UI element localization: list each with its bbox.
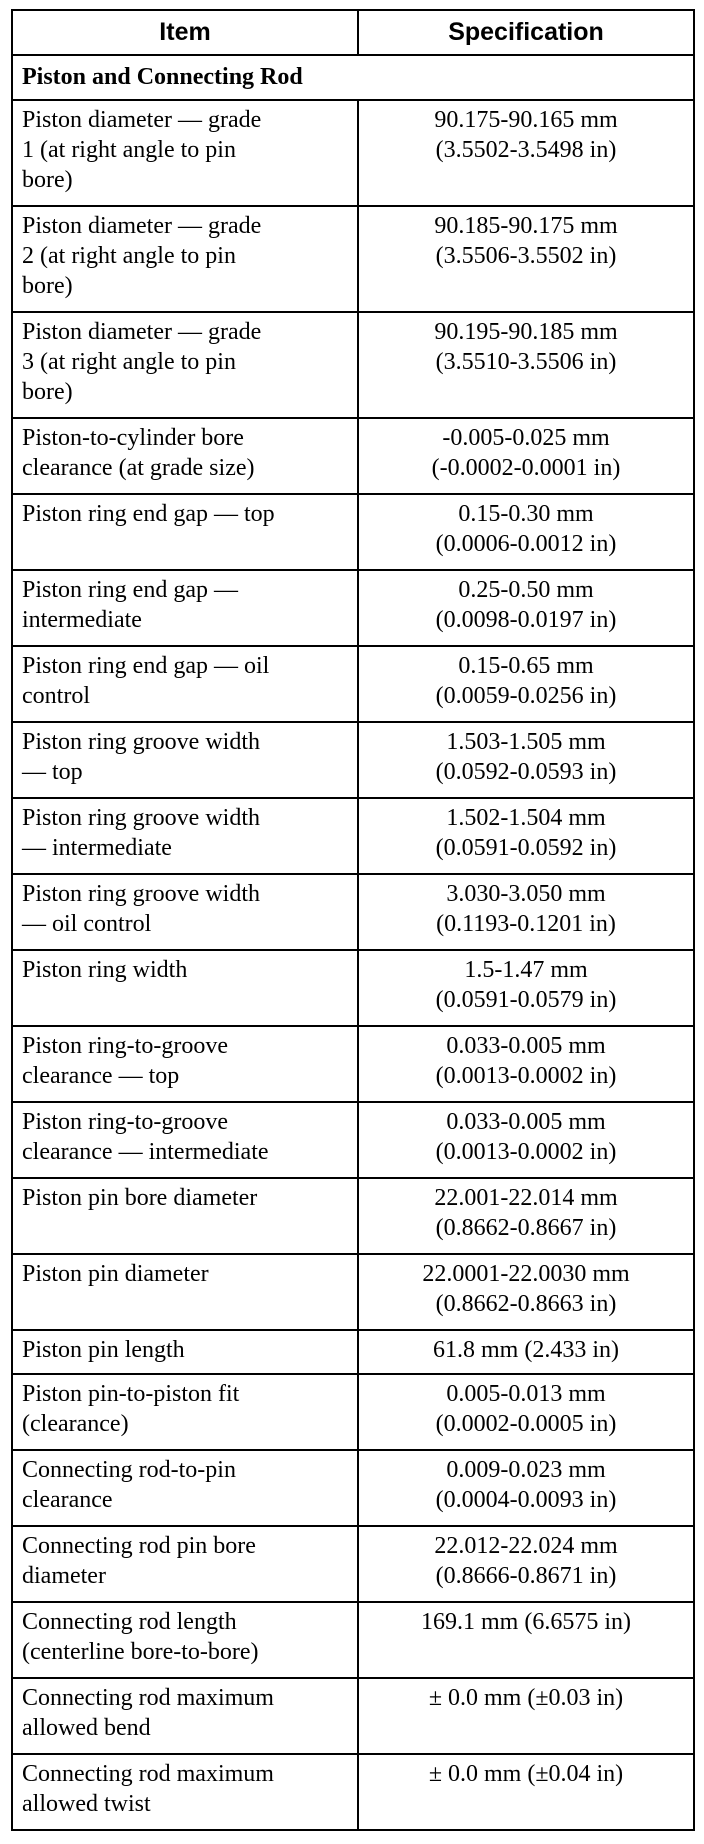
- specification-cell: [358, 1254, 694, 1330]
- specification-table: [11, 9, 695, 1831]
- item-text: clearance: [22, 1487, 113, 1513]
- table-row: [12, 1374, 694, 1450]
- item-text: diameter: [22, 1563, 106, 1589]
- item-text: Piston pin bore diameter: [22, 1185, 258, 1211]
- specification-cell: [358, 646, 694, 722]
- table-row: [12, 1450, 694, 1526]
- item-cell: [12, 950, 358, 1026]
- table-row: [12, 570, 694, 646]
- specification-text: 22.0001-22.0030 mm: [422, 1261, 630, 1287]
- item-cell: [12, 1754, 358, 1830]
- specification-cell: [358, 1602, 694, 1678]
- specification-text: (0.0592-0.0593 in): [435, 759, 617, 785]
- specification-cell: [358, 1330, 694, 1374]
- item-text: (clearance): [22, 1411, 129, 1437]
- specification-text: 22.001-22.014 mm: [434, 1185, 618, 1211]
- table-row: [12, 1602, 694, 1678]
- specification-text: (0.0004-0.0093 in): [435, 1487, 617, 1513]
- specification-text: (0.0591-0.0592 in): [435, 835, 617, 861]
- specification-text: 1.5-1.47 mm: [464, 957, 588, 983]
- specification-text: 90.195-90.185 mm: [434, 319, 618, 345]
- item-text: control: [22, 683, 90, 709]
- item-cell: [12, 1526, 358, 1602]
- table-row: [12, 418, 694, 494]
- item-cell: [12, 494, 358, 570]
- item-cell: [12, 1102, 358, 1178]
- item-cell: [12, 874, 358, 950]
- item-cell: [12, 1374, 358, 1450]
- table-row: [12, 1178, 694, 1254]
- specification-cell: [358, 950, 694, 1026]
- specification-text: 0.033-0.005 mm: [446, 1109, 606, 1135]
- item-cell: [12, 1026, 358, 1102]
- specification-text: (0.0591-0.0579 in): [435, 987, 617, 1013]
- table-header-row: [12, 10, 694, 55]
- item-text: Piston-to-cylinder bore: [22, 425, 244, 451]
- item-cell: [12, 100, 358, 206]
- item-cell: [12, 1330, 358, 1374]
- specification-text: 1.503-1.505 mm: [446, 729, 606, 755]
- item-text: Piston pin length: [22, 1337, 185, 1363]
- specification-text: (0.0002-0.0005 in): [435, 1411, 617, 1437]
- table-row: [12, 312, 694, 418]
- item-text: allowed twist: [22, 1791, 151, 1817]
- specification-cell: [358, 1026, 694, 1102]
- specification-cell: [358, 1678, 694, 1754]
- item-cell: [12, 312, 358, 418]
- item-text: — top: [22, 759, 83, 785]
- specification-text: 0.15-0.30 mm: [458, 501, 594, 527]
- item-cell: [12, 206, 358, 312]
- table-row: [12, 494, 694, 570]
- specification-text: (0.0013-0.0002 in): [435, 1139, 617, 1165]
- item-text: Piston ring end gap — top: [22, 501, 275, 527]
- item-text: 3 (at right angle to pin: [22, 349, 236, 375]
- specification-text: (0.0006-0.0012 in): [435, 531, 617, 557]
- specification-text: (0.1193-0.1201 in): [436, 911, 616, 937]
- table-row: [12, 646, 694, 722]
- section-row: [12, 55, 694, 100]
- section-title: Piston and Connecting Rod: [12, 55, 694, 100]
- item-text: bore): [22, 273, 73, 299]
- item-text: Piston diameter — grade: [22, 213, 262, 239]
- item-text: intermediate: [22, 607, 142, 633]
- specification-cell: [358, 798, 694, 874]
- specification-text: 61.8 mm (2.433 in): [433, 1337, 619, 1363]
- item-text: bore): [22, 167, 73, 193]
- specification-cell: [358, 100, 694, 206]
- specification-text: ± 0.0 mm (±0.04 in): [428, 1761, 624, 1787]
- item-text: Connecting rod pin bore: [22, 1533, 256, 1559]
- item-text: Piston ring-to-groove: [22, 1109, 228, 1135]
- item-text: Piston ring groove width: [22, 805, 260, 831]
- specification-text: 22.012-22.024 mm: [434, 1533, 618, 1559]
- item-text: Piston ring groove width: [22, 881, 260, 907]
- item-text: bore): [22, 379, 73, 405]
- table-row: [12, 1102, 694, 1178]
- specification-cell: [358, 874, 694, 950]
- specification-cell: [358, 1102, 694, 1178]
- specification-column-header: Specification: [358, 10, 694, 55]
- item-text: Piston pin diameter: [22, 1261, 209, 1287]
- specification-text: (3.5506-3.5502 in): [435, 243, 617, 269]
- item-cell: [12, 570, 358, 646]
- item-text: — oil control: [22, 911, 152, 937]
- item-text: clearance — top: [22, 1063, 180, 1089]
- specification-text: 90.185-90.175 mm: [434, 213, 618, 239]
- table-row: [12, 1330, 694, 1374]
- item-text: 2 (at right angle to pin: [22, 243, 236, 269]
- item-cell: [12, 798, 358, 874]
- table-row: [12, 1754, 694, 1830]
- item-text: Connecting rod length: [22, 1609, 237, 1635]
- item-text: Piston pin-to-piston fit: [22, 1381, 240, 1407]
- specification-text: 0.15-0.65 mm: [458, 653, 594, 679]
- table-row: [12, 1254, 694, 1330]
- specification-cell: [358, 206, 694, 312]
- item-text: Piston diameter — grade: [22, 319, 262, 345]
- item-column-header: Item: [12, 10, 358, 55]
- specification-text: 0.033-0.005 mm: [446, 1033, 606, 1059]
- specification-text: 169.1 mm (6.6575 in): [421, 1609, 631, 1635]
- specification-cell: [358, 312, 694, 418]
- specification-text: (3.5502-3.5498 in): [435, 137, 617, 163]
- item-text: Piston ring end gap —: [22, 577, 238, 603]
- table-row: [12, 1526, 694, 1602]
- table-row: [12, 100, 694, 206]
- specification-cell: [358, 1374, 694, 1450]
- specification-cell: [358, 570, 694, 646]
- specification-text: (0.8662-0.8663 in): [435, 1291, 617, 1317]
- table-row: [12, 722, 694, 798]
- item-text: 1 (at right angle to pin: [22, 137, 236, 163]
- table-row: [12, 1026, 694, 1102]
- specification-cell: [358, 1178, 694, 1254]
- specification-text: (0.0059-0.0256 in): [435, 683, 617, 709]
- table-row: [12, 874, 694, 950]
- item-text: Piston ring end gap — oil: [22, 653, 270, 679]
- item-cell: [12, 1254, 358, 1330]
- item-cell: [12, 1450, 358, 1526]
- specification-text: (-0.0002-0.0001 in): [431, 455, 621, 481]
- specification-text: (0.8662-0.8667 in): [435, 1215, 617, 1241]
- item-text: allowed bend: [22, 1715, 151, 1741]
- table-row: [12, 1678, 694, 1754]
- specification-cell: [358, 494, 694, 570]
- table-row: [12, 206, 694, 312]
- specification-cell: [358, 1526, 694, 1602]
- specification-text: 0.005-0.013 mm: [446, 1381, 606, 1407]
- specification-cell: [358, 1450, 694, 1526]
- specification-text: (0.0098-0.0197 in): [435, 607, 617, 633]
- specification-cell: [358, 418, 694, 494]
- item-text: Piston diameter — grade: [22, 107, 262, 133]
- item-cell: [12, 1602, 358, 1678]
- table-row: [12, 950, 694, 1026]
- item-text: Piston ring groove width: [22, 729, 260, 755]
- item-text: clearance (at grade size): [22, 455, 255, 481]
- specification-text: 0.009-0.023 mm: [446, 1457, 606, 1483]
- specification-text: 90.175-90.165 mm: [434, 107, 618, 133]
- specification-text: 1.502-1.504 mm: [446, 805, 606, 831]
- specification-cell: [358, 722, 694, 798]
- specification-text: -0.005-0.025 mm: [442, 425, 610, 451]
- item-text: Connecting rod maximum: [22, 1761, 274, 1787]
- item-text: Connecting rod-to-pin: [22, 1457, 236, 1483]
- item-cell: [12, 1678, 358, 1754]
- specification-cell: [358, 1754, 694, 1830]
- specification-text: ± 0.0 mm (±0.03 in): [428, 1685, 624, 1711]
- item-text: Piston ring-to-groove: [22, 1033, 228, 1059]
- specification-text: 3.030-3.050 mm: [446, 881, 606, 907]
- item-cell: [12, 418, 358, 494]
- table-row: [12, 798, 694, 874]
- item-text: Piston ring width: [22, 957, 188, 983]
- item-cell: [12, 1178, 358, 1254]
- item-text: clearance — intermediate: [22, 1139, 269, 1165]
- specification-text: 0.25-0.50 mm: [458, 577, 594, 603]
- specification-text: (0.8666-0.8671 in): [435, 1563, 617, 1589]
- specification-text: (3.5510-3.5506 in): [435, 349, 617, 375]
- item-text: Connecting rod maximum: [22, 1685, 274, 1711]
- specification-text: (0.0013-0.0002 in): [435, 1063, 617, 1089]
- item-text: (centerline bore-to-bore): [22, 1639, 259, 1665]
- item-text: — intermediate: [22, 835, 172, 861]
- item-cell: [12, 722, 358, 798]
- item-cell: [12, 646, 358, 722]
